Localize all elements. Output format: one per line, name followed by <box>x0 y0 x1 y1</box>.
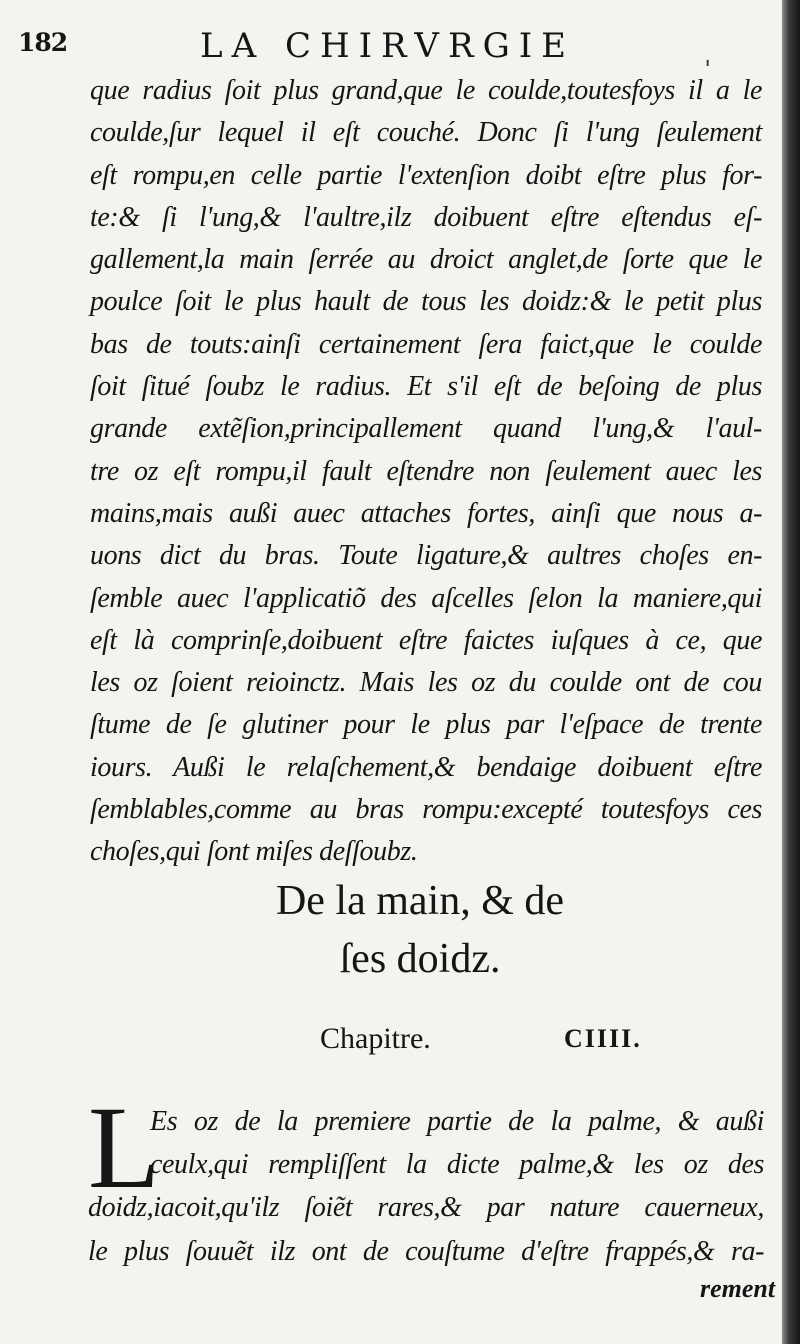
text-line: choſes,qui ſont miſes deſſoubz. <box>90 836 418 868</box>
section-title-line: De la main, & de <box>275 878 565 924</box>
drop-cap: L <box>88 1082 161 1213</box>
section-title <box>160 872 680 988</box>
running-title: LA CHIRVRGIE <box>200 26 575 66</box>
chapter-heading <box>320 1022 660 1066</box>
text-line: bas de touts:ainſi certainement ſera faict,que le coulde <box>90 328 762 360</box>
text-line: les oz ſoient reioinctz. Mais les oz du coulde ont de cou <box>90 667 762 699</box>
text-line: que radius ſoit plus grand,que le coulde,toutesfoys il a le <box>90 75 762 106</box>
text-line: coulde,ſur lequel il eſt couché. Donc ſi l'ung ſeulement <box>90 117 762 149</box>
page-edge-shadow <box>782 0 800 1344</box>
text-line: mains,mais außi auec attaches fortes, ainſi que nous a- <box>90 497 762 529</box>
text-line: eſt là comprinſe,doibuent eſtre faictes iuſques à ce, que <box>90 624 762 656</box>
text-line: doidz,iacoit,qu'ilz ſoiẽt rares,& par nature cauerneux, <box>88 1192 764 1224</box>
page-number: 182 <box>18 28 68 57</box>
section-title-line: ſes doidz. <box>339 936 501 982</box>
chapter-text <box>88 1082 764 1273</box>
text-line: tre oz eſt rompu,il fault eſtendre non ſeulement auec les <box>90 455 762 487</box>
text-line: te:& ſi l'ung,& l'aultre,ilz doibuent eſtre eſtendus eſ- <box>90 201 762 233</box>
text-line: ceulx,qui rempliſſent la dicte palme,& les oz des <box>150 1149 764 1181</box>
text-line: le plus ſouuẽt ilz ont de couſtume d'eſtre frappés,& ra- <box>88 1235 764 1267</box>
text-line: ſemblables,comme au bras rompu:excepté toutesfoys ces <box>90 794 762 826</box>
text-line: ſoit ſitué ſoubz le radius. Et s'il eſt de beſoing de plus <box>90 371 762 403</box>
text-line: grande extẽſion,principallement quand l'ung,& l'aul- <box>90 413 762 445</box>
ink-mark: ˌ <box>704 40 712 70</box>
text-line: ſemble auec l'applicatiõ des aſcelles ſelon la maniere,qui <box>90 582 762 614</box>
chapter-number: CIIII. <box>564 1024 642 1053</box>
catchword: rement <box>700 1274 776 1303</box>
body-text <box>90 70 762 874</box>
text-line: Es oz de la premiere partie de la palme, & außi <box>150 1106 764 1137</box>
text-line: ſtume de ſe glutiner pour le plus par l'eſpace de trente <box>90 709 762 741</box>
text-line: gallement,la main ſerrée au droict anglet,de ſorte que le <box>90 244 762 276</box>
text-line: eſt rompu,en celle partie l'extenſion doibt eſtre plus for- <box>90 159 762 191</box>
page-header <box>18 26 618 66</box>
text-line: poulce ſoit le plus hault de tous les doidz:& le petit plus <box>90 286 762 318</box>
chapter-label: Chapitre. <box>320 1022 431 1055</box>
text-line: iours. Außi le relaſchement,& bendaige doibuent eſtre <box>90 751 762 783</box>
text-line: uons dict du bras. Toute ligature,& aultres choſes en- <box>90 540 762 572</box>
